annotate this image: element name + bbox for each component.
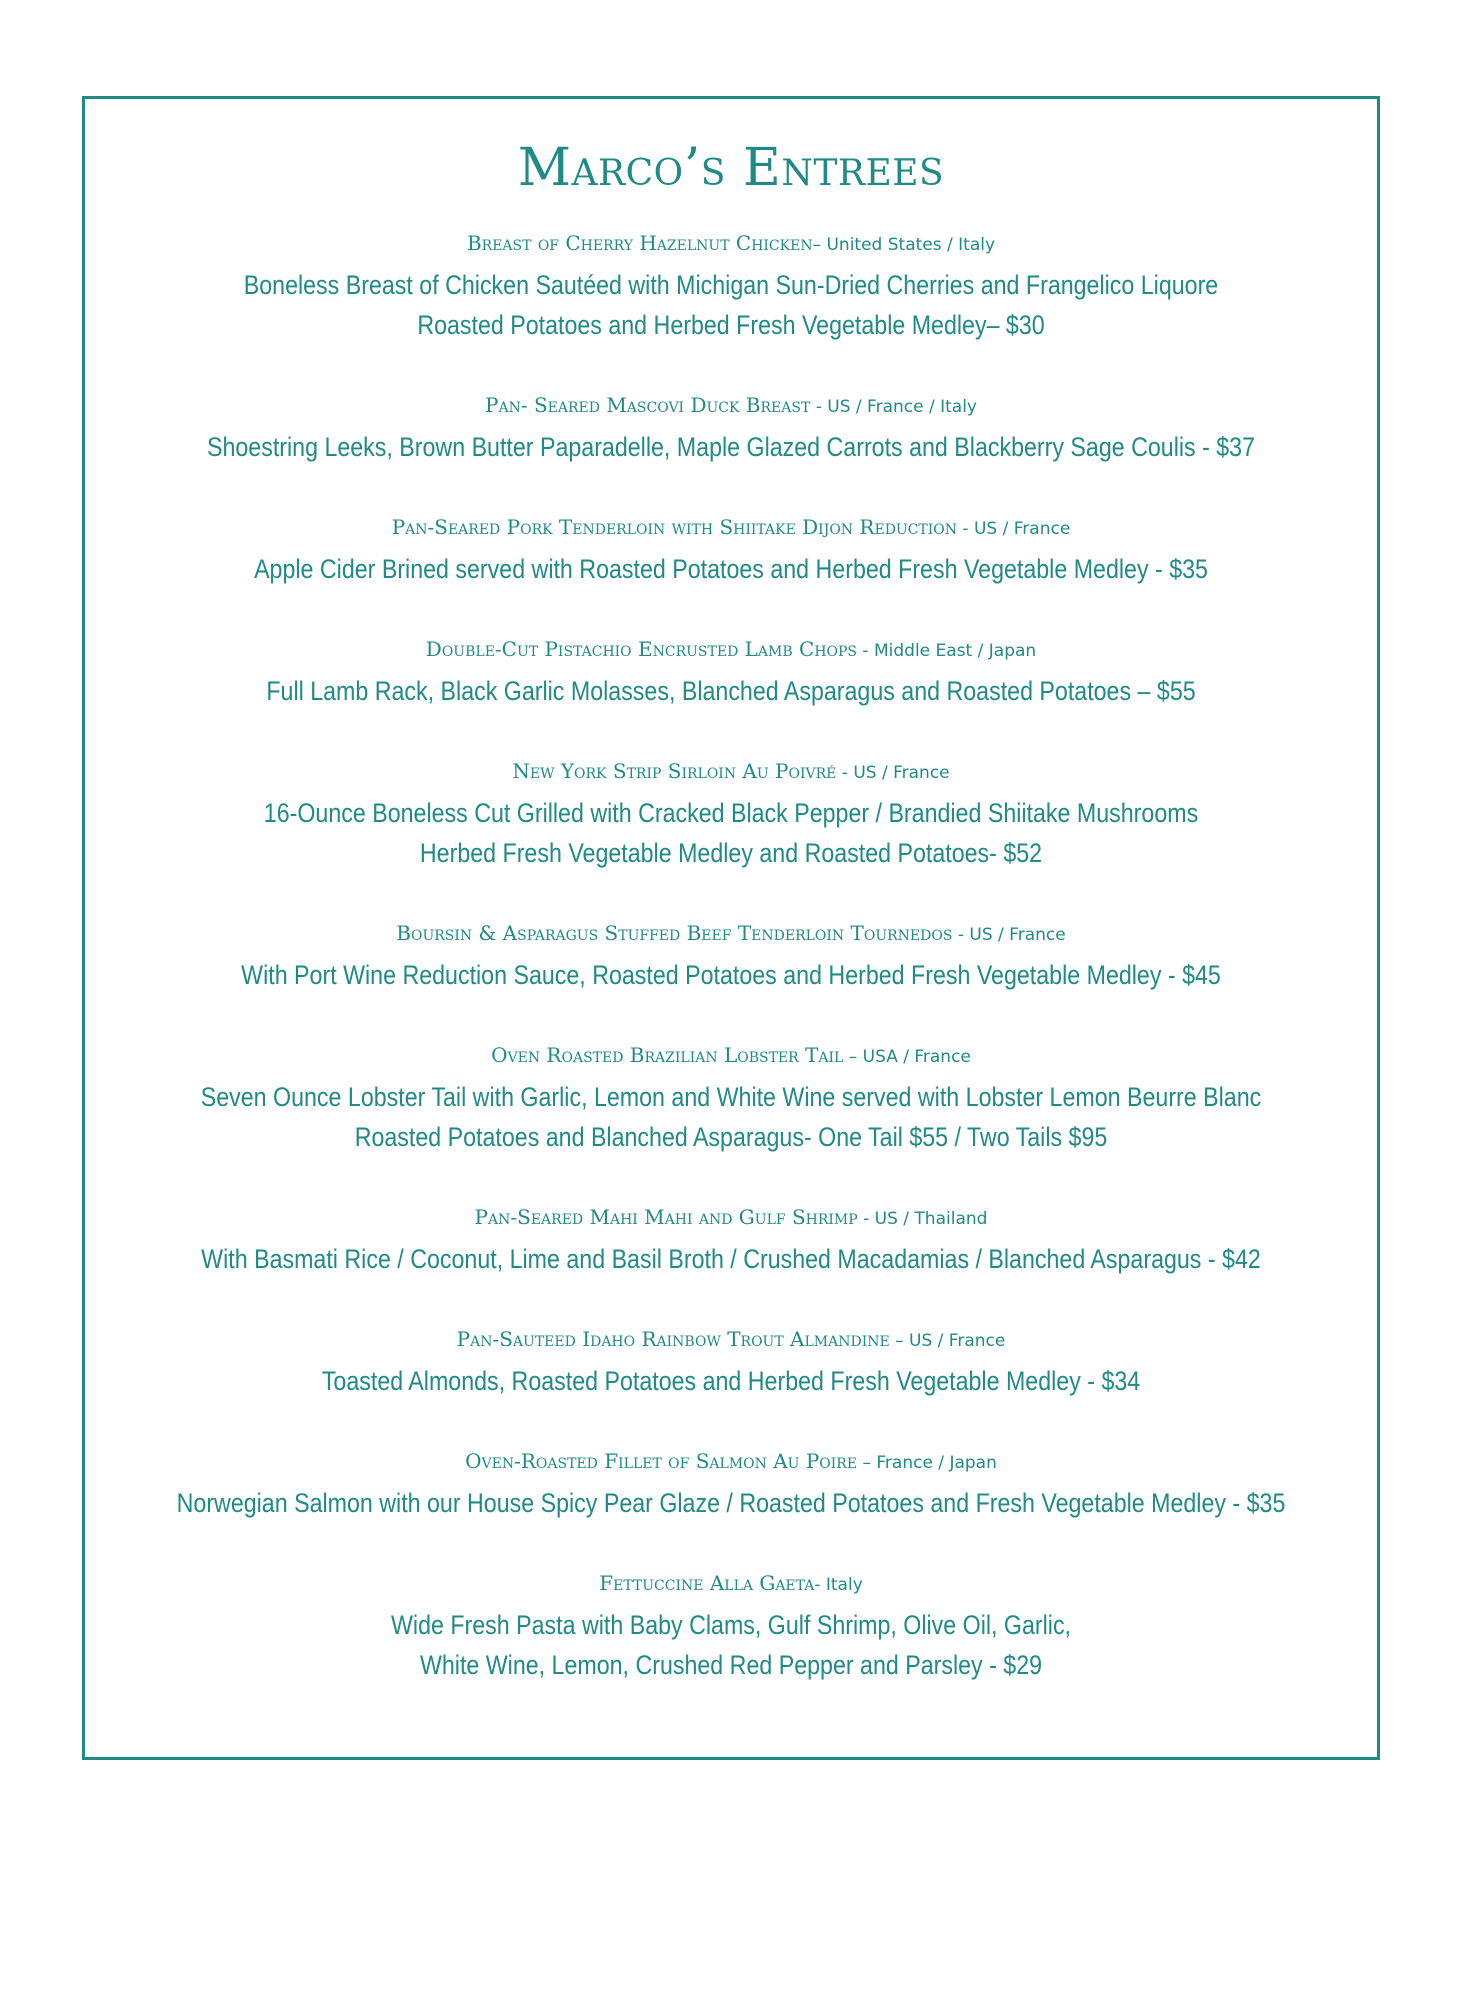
entree-name: Pan-Seared Mahi Mahi and Gulf Shrimp [474, 1205, 858, 1229]
entree-strip-sirloin [85, 751, 1377, 873]
entree-origin: US / France / Italy [827, 397, 977, 417]
entree-origin: USA / France [862, 1047, 971, 1067]
entree-list [85, 223, 1377, 1685]
entree-description: Herbed Fresh Vegetable Medley and Roasted Potatoes- $52 [419, 838, 1043, 868]
entree-heading [85, 385, 1377, 427]
entree-origin: France / Japan [876, 1453, 997, 1473]
entree-description: Toasted Almonds, Roasted Potatoes and Herbed Fresh Vegetable Medley - $34 [321, 1366, 1141, 1396]
entree-origin: US / France [909, 1331, 1006, 1351]
entree-heading [85, 1035, 1377, 1077]
entree-fettuccine [85, 1563, 1377, 1685]
entree-separator: - [857, 641, 874, 661]
entree-separator: - [957, 519, 974, 539]
entree-salmon [85, 1441, 1377, 1523]
entree-origin: United States / Italy [826, 235, 996, 255]
entree-heading [85, 1441, 1377, 1483]
entree-description: Seven Ounce Lobster Tail with Garlic, Lemon and White Wine served with Lobster Lemon Beurre Blanc [200, 1082, 1262, 1112]
entree-name: Breast of Cherry Hazelnut Chicken [466, 231, 813, 255]
entree-origin: US / France [969, 925, 1066, 945]
entree-separator: - [857, 1209, 875, 1229]
entree-name: Pan-Sauteed Idaho Rainbow Trout Almandine [456, 1327, 890, 1351]
entree-name: Double-Cut Pistachio Encrusted Lamb Chops [425, 637, 858, 661]
entree-description: Shoestring Leeks, Brown Butter Paparadelle, Maple Glazed Carrots and Blackberry Sage Coulis - $37 [206, 432, 1256, 462]
entree-origin: US / France [853, 763, 950, 783]
entree-mahi-mahi [85, 1197, 1377, 1279]
entree-cherry-hazelnut-chicken [85, 223, 1377, 345]
entree-separator: – [857, 1453, 877, 1473]
entree-description: With Port Wine Reduction Sauce, Roasted Potatoes and Herbed Fresh Vegetable Medley - $45 [241, 960, 1221, 990]
entree-origin: Middle East / Japan [873, 641, 1037, 661]
entree-description: With Basmati Rice / Coconut, Lime and Basil Broth / Crushed Macadamias / Blanched Asparagus - $42 [201, 1244, 1261, 1274]
entree-separator: - [952, 925, 970, 945]
entree-origin: Italy [825, 1575, 863, 1595]
entree-separator: - [810, 397, 828, 417]
entree-description: 16-Ounce Boneless Cut Grilled with Cracked Black Pepper / Brandied Shiitake Mushrooms [263, 798, 1199, 828]
entree-separator: – [843, 1047, 863, 1067]
entree-lamb-chops [85, 629, 1377, 711]
entree-description: Norwegian Salmon with our House Spicy Pear Glaze / Roasted Potatoes and Fresh Vegetable Medley - $35 [176, 1488, 1286, 1518]
entree-rainbow-trout [85, 1319, 1377, 1401]
entree-name: Pan- Seared Mascovi Duck Breast [485, 393, 811, 417]
entree-description: White Wine, Lemon, Crushed Red Pepper and Parsley - $29 [419, 1650, 1043, 1680]
entree-separator: – [889, 1331, 910, 1351]
menu-title: Marco’s Entrees [517, 138, 945, 198]
entree-heading [85, 629, 1377, 671]
entree-description: Boneless Breast of Chicken Sautéed with Michigan Sun-Dried Cherries and Frangelico Liquore [243, 270, 1219, 300]
entree-origin: US / Thailand [874, 1209, 988, 1229]
entree-description: Apple Cider Brined served with Roasted Potatoes and Herbed Fresh Vegetable Medley - $35 [254, 554, 1208, 584]
entree-name: Pan-Seared Pork Tenderloin with Shiitake Dijon Reduction [391, 515, 958, 539]
entree-name: Boursin & Asparagus Stuffed Beef Tenderloin Tournedos [396, 921, 953, 945]
entree-separator: - [814, 1575, 826, 1595]
entree-separator: – [812, 235, 827, 255]
entree-mascovi-duck-breast [85, 385, 1377, 467]
entree-name: Oven-Roasted Fillet of Salmon Au Poire [465, 1449, 858, 1473]
entree-pork-tenderloin [85, 507, 1377, 589]
entree-description: Wide Fresh Pasta with Baby Clams, Gulf Shrimp, Olive Oil, Garlic, [390, 1610, 1072, 1640]
entree-description: Roasted Potatoes and Herbed Fresh Vegetable Medley– $30 [417, 310, 1045, 340]
entree-heading [85, 223, 1377, 265]
entree-separator: - [836, 763, 854, 783]
entree-name: Oven Roasted Brazilian Lobster Tail [491, 1043, 844, 1067]
entree-description: Full Lamb Rack, Black Garlic Molasses, Blanched Asparagus and Roasted Potatoes – $55 [266, 676, 1196, 706]
entree-lobster-tail [85, 1035, 1377, 1157]
entree-description: Roasted Potatoes and Blanched Asparagus- One Tail $55 / Two Tails $95 [354, 1122, 1108, 1152]
entree-heading [85, 1563, 1377, 1605]
entree-heading [85, 507, 1377, 549]
entree-heading [85, 1197, 1377, 1239]
entree-name: Fettuccine Alla Gaeta [599, 1571, 815, 1595]
entree-name: New York Strip Sirloin Au Poivré [512, 759, 837, 783]
entree-beef-tournedos [85, 913, 1377, 995]
entree-origin: US / France [973, 519, 1071, 539]
menu-frame [82, 96, 1380, 1760]
entree-heading [85, 751, 1377, 793]
entree-heading [85, 1319, 1377, 1361]
entree-heading [85, 913, 1377, 955]
